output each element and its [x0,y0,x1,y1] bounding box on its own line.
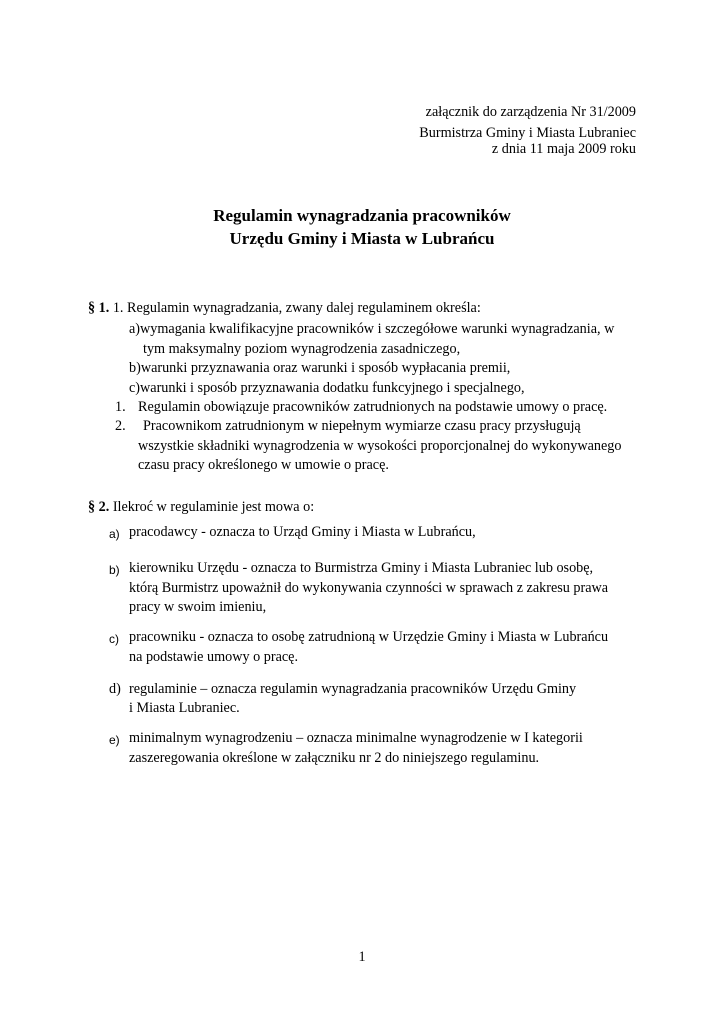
section-2-item-a-label: a) [109,527,120,541]
section-2-item-a-line-1: pracodawcy - oznacza to Urząd Gminy i Miasta w Lubrańcu, [129,524,476,540]
section-2-item-b-line-1: kierowniku Urzędu - oznacza to Burmistrza Gminy i Miasta Lubraniec lub osobę, [129,560,594,576]
section-2-item-c-label: c) [109,632,119,646]
section-2-item-c-line-1: pracowniku - oznacza to osobę zatrudnioną w Urzędzie Gminy i Miasta w Lubrańcu [129,629,609,645]
section-1-item-a-line-2: tym maksymalny poziom wynagrodzenia zasadniczego, [143,341,461,357]
section-2-item-b-line-2: którą Burmistrz upoważnił do wykonywania czynności w sprawach z zakresu prawa [129,580,609,596]
section-2-mark: § 2. [88,499,110,515]
section-1-intro-text: 1. Regulamin wynagradzania, zwany dalej regulaminem określa: [109,300,481,316]
section-2-item-e-label: e) [109,733,120,747]
section-2-item-b-label: b) [109,563,120,577]
section-1-point-2-number: 2. [115,418,126,434]
section-2-item-b-line-3: pracy w swoim imieniu, [129,599,267,615]
document-title-line-1: Regulamin wynagradzania pracowników [213,206,511,225]
header-line-2: Burmistrza Gminy i Miasta Lubraniec [419,125,636,141]
section-2-item-d-line-1: regulaminie – oznacza regulamin wynagradzania pracowników Urzędu Gminy [129,681,577,697]
section-2-intro-text: Ilekroć w regulaminie jest mowa o: [109,499,315,515]
section-1-mark: § 1. [88,300,110,316]
page-number: 1 [358,949,366,965]
section-1-item-c: c)warunki i sposób przyznawania dodatku funkcyjnego i specjalnego, [129,380,525,396]
section-2-item-e-line-1: minimalnym wynagrodzeniu – oznacza minimalne wynagrodzenie w I kategorii [129,730,583,746]
section-1-point-2-line-3: czasu pracy określonego w umowie o pracę. [138,457,389,473]
section-1-item-b: b)warunki przyznawania oraz warunki i sposób wypłacania premii, [129,360,511,376]
header-line-3: z dnia 11 maja 2009 roku [491,141,636,157]
section-1-point-2-line-1: Pracownikom zatrudnionym w niepełnym wymiarze czasu pracy przysługują [143,418,581,434]
section-1-point-1-text: Regulamin obowiązuje pracowników zatrudnionych na podstawie umowy o pracę. [138,399,608,415]
section-2-item-d-label: d) [109,681,121,697]
section-2-intro [88,498,314,516]
section-1-point-1-number: 1. [115,399,126,415]
document-title-line-2: Urzędu Gminy i Miasta w Lubrańcu [229,229,495,248]
section-2-item-c-line-2: na podstawie umowy o pracę. [129,649,299,665]
section-2-item-e-line-2: zaszeregowania określone w załączniku nr 2 do niniejszego regulaminu. [129,750,540,766]
section-1-intro [88,299,481,317]
section-1-point-2-line-2: wszystkie składniki wynagrodzenia w wysokości proporcjonalnej do wykonywanego [138,438,622,454]
section-1-item-a-line-1: a)wymagania kwalifikacyjne pracowników i szczegółowe warunki wynagradzania, w [129,321,615,337]
header-line-1: załącznik do zarządzenia Nr 31/2009 [425,104,636,120]
section-2-item-d-line-2: i Miasta Lubraniec. [129,700,240,716]
